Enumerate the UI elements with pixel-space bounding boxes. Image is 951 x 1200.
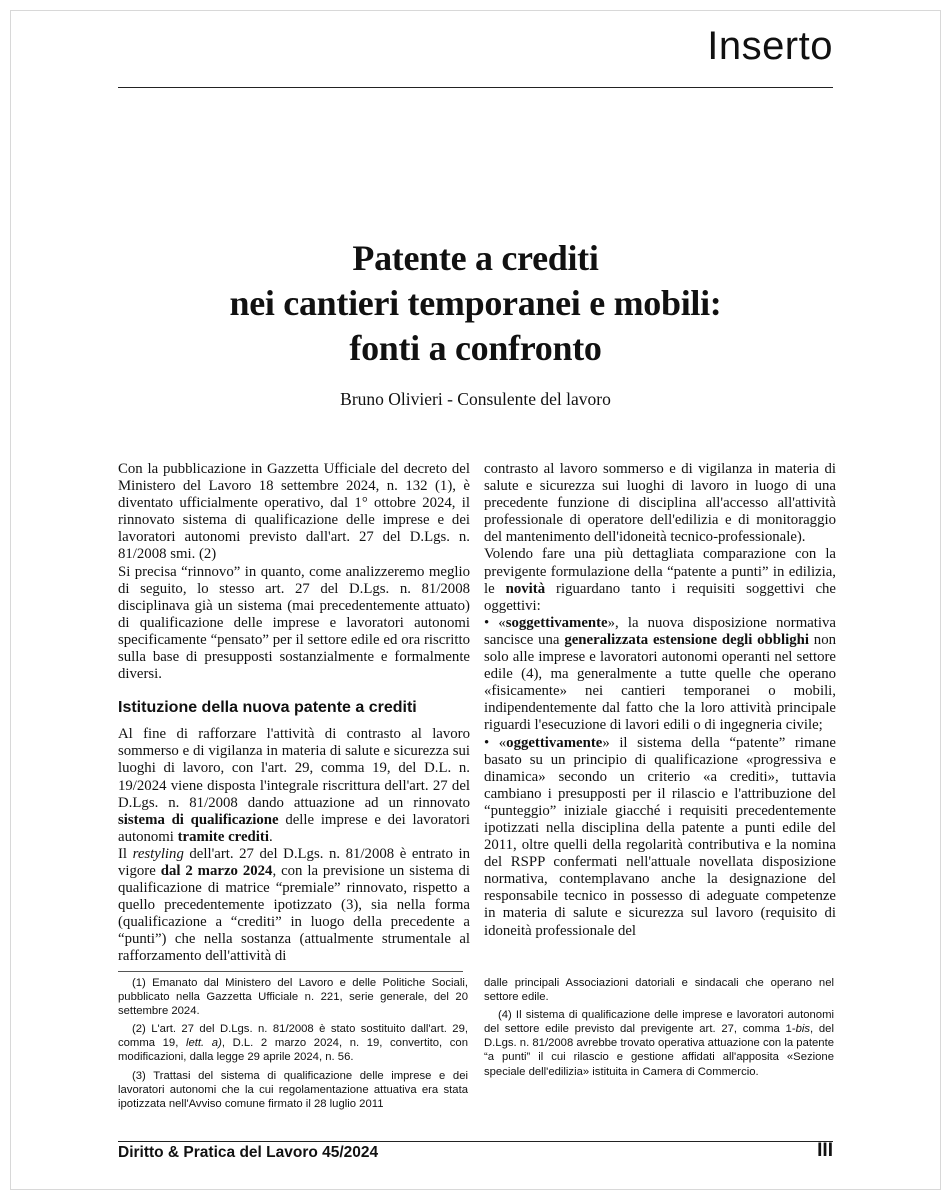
journal-name: Diritto & Pratica del Lavoro 45/2024 (118, 1144, 379, 1161)
text: , D.L. 2 marzo 2024, n. 19, convertito, con modificazioni, dalla legge 29 aprile 2024, n. 56. (118, 1037, 468, 1064)
bold-text: generalizzata estensione degli obblighi (564, 631, 809, 648)
text: dell'art. 27 del D.Lgs. n. 81/2008 è entrato in vigore (118, 845, 470, 879)
footnote-3: (3) Trattasi del sistema di qualificazione delle imprese e dei lavoratori autonomi che la cui regolamentazione attuativa era stata ipotizzata nell'Avviso comune firmato il 28 luglio 2011 (118, 1069, 468, 1110)
text: », la nuova disposizione normativa sancisce una (484, 614, 836, 648)
paragraph (118, 726, 470, 846)
paragraph: contrasto al lavoro sommerso e di vigilanza in materia di salute e sicurezza sui luoghi di lavoro in luogo di una precedente funzione di disciplina all'accesso all'attività professionale di operatore dell'edilizia e di monitoraggio del mantenimento dell'idoneità tecnico-professionale). (484, 461, 836, 546)
right-column (484, 461, 836, 940)
text: , del D.Lgs. n. 81/2008 avrebbe trovato operativa attuazione con la patente “a punti” il cui rilascio e gestione affidati all'apposita «Sezione speciale dell'edilizia» istituita in Camera di Commercio. (484, 1023, 834, 1078)
article-title (118, 236, 833, 371)
page-number: III (817, 1140, 833, 1161)
footnote-3-continued: dalle principali Associazioni datoriali e sindacali che operano nel settore edile. (484, 977, 834, 1004)
text: (4) Il sistema di qualificazione delle imprese e lavoratori autonomi del settore edile previsto dal previgente art. 27, comma 1- (484, 1009, 834, 1036)
text: Al fine di rafforzare l'attività di contrasto al lavoro sommerso e di vigilanza in materia di salute e sicurezza sui luoghi di lavoro, con l'art. 29, comma 19, del D.L. n. 19/2024 viene disposta l'integrale riscrittura dell'art. 27 del D.Lgs. n. 81/2008 dando attuazione ad un rinnovato (118, 726, 470, 811)
title-line-2: nei cantieri temporanei e mobili: (229, 283, 722, 323)
paragraph: Si precisa “rinnovo” in quanto, come analizzeremo meglio di seguito, lo stesso art. 27 del D.Lgs. n. 81/2008 disciplinava già un sistema (mai precedentemente attuato) di qualificazione delle imprese e lavoratori autonomi specificamente “pensato” per il settore edile ed ora riscritto sulla base di presupposti sostanzialmente e formalmente diversi. (118, 563, 470, 683)
footnote-rule (118, 971, 463, 972)
footnote-4 (484, 1008, 834, 1078)
section-label: Inserto (707, 24, 833, 68)
text: » il sistema della “patente” rimane basato su un principio di qualificazione «progressiva e dinamica» secondo un criterio «a crediti», tuttavia cambiano i presupposti per il rilascio e l'attribuzione del “punteggio” iniziale giacché i requisiti precedentemente ipotizzati nella disciplina della patente a punti edile del 2011, oltre quelli della regolarità contributiva e la nomina del RSPP confermati nell'attuale novellata disposizione normativa, contemplavano anche la designazione del responsabile tecnico in possesso di adeguate competenze in materia di salute e sicurezza sul lavoro (requisito di idoneità professionale del (484, 734, 836, 939)
author-byline: Bruno Olivieri - Consulente del lavoro (340, 389, 611, 409)
footnote-1: (1) Emanato dal Ministero del Lavoro e delle Politiche Sociali, pubblicato nella Gazzetta Ufficiale n. 221, serie generale, del 20 settembre 2024. (118, 977, 468, 1018)
text: . (268, 828, 273, 845)
italic-text: bis (795, 1023, 811, 1036)
bold-text: novità (505, 580, 546, 597)
left-column (118, 461, 470, 966)
bold-text: tramite crediti (177, 828, 269, 845)
text: (2) L'art. 27 del D.Lgs. n. 81/2008 è stato sostituito dall'art. 29, comma 19, (118, 1023, 468, 1050)
paragraph (484, 546, 836, 614)
section-heading: Istituzione della nuova patente a crediti (118, 699, 417, 717)
text: riguardano tanto i requisiti soggettivi che oggettivi: (484, 580, 836, 614)
text: non solo alle imprese e lavoratori autonomi operanti nel settore edile (4), ma generalmente a tutte quelle che operano «fisicamente» nei cantieri temporanei o mobili, indipendentemente dal fatto che la loro attività principale riguardi l'esecuzione di lavori edili o di ingegneria civile; (484, 631, 837, 734)
bullet-item (484, 615, 836, 735)
bold-text: dal 2 marzo 2024 (160, 862, 273, 879)
bold-text: sistema di qualificazione (118, 811, 279, 828)
text: Il (118, 845, 133, 862)
text: delle imprese e dei lavoratori autonomi (118, 811, 470, 845)
text: • « (484, 614, 506, 631)
text: • « (484, 734, 507, 751)
paragraph (118, 846, 470, 966)
bold-text: soggettivamente (505, 614, 608, 631)
footnote-2 (118, 1022, 468, 1064)
footnotes-left (118, 976, 468, 1115)
bold-text: oggettivamente (506, 734, 603, 751)
text: , con la previsione un sistema di qualificazione di matrice “premiale” rinnovato, rispetto a quello precedentemente ipotizzato (3), sia nella forma (qualificazione a “crediti” in luogo della precedente a “punti”) che nella sostanza (attualmente strumentale al rafforzamento dell'attività di (118, 862, 470, 965)
text: Volendo fare una più dettagliata comparazione con la previgente formulazione della “patente a punti” in edilizia, le (484, 546, 836, 597)
title-line-1: Patente a crediti (352, 238, 599, 278)
footer-rule (118, 1141, 833, 1142)
paragraph: Con la pubblicazione in Gazzetta Ufficiale del decreto del Ministero del Lavoro 18 settembre 2024, n. 132 (1), è diventato ufficialmente operativo, dal 1° ottobre 2024, il rinnovato sistema di qualificazione delle imprese e dei lavoratori autonomi previsto dall'art. 27 del D.Lgs. n. 81/2008 smi. (2) (118, 461, 470, 563)
header-rule (118, 87, 833, 88)
footnotes-right (484, 976, 834, 1083)
title-line-3: fonti a confronto (349, 328, 602, 368)
bullet-item (484, 735, 836, 940)
italic-text: lett. a) (185, 1037, 222, 1050)
italic-text: restyling (132, 845, 184, 862)
